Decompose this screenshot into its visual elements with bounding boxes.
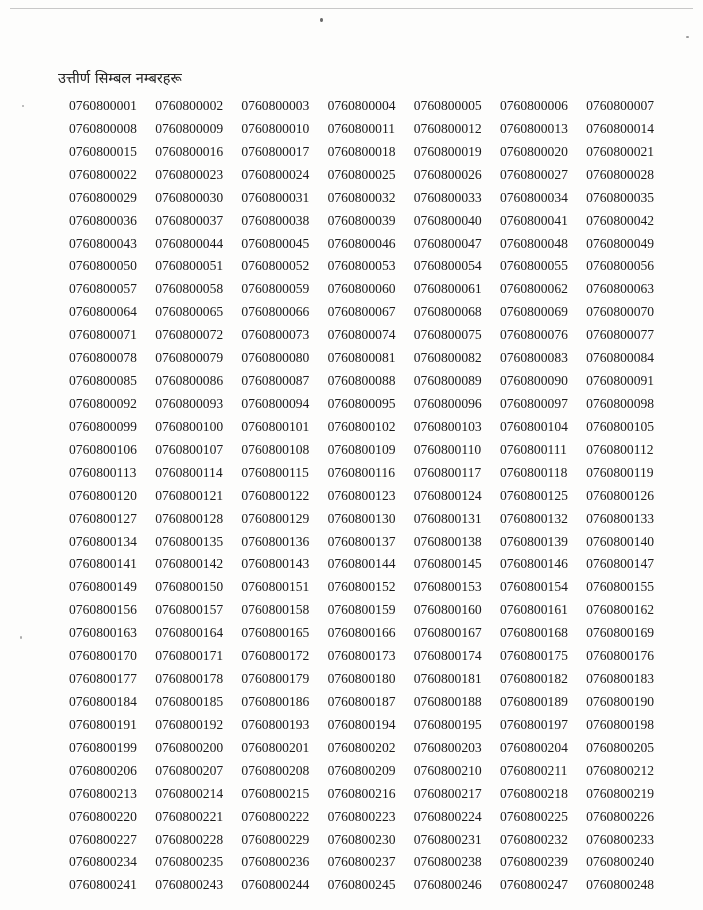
symbol-number-cell: 0760800116 [327, 464, 396, 480]
symbol-number-cell: 0760800092 [69, 395, 137, 411]
symbol-number-cell: 0760800043 [69, 235, 137, 251]
symbol-number-cell: 0760800218 [499, 785, 568, 801]
symbol-number-cell: 0760800169 [586, 625, 655, 641]
symbol-number-cell: 0760800241 [69, 877, 137, 893]
symbol-number-cell: 0760800060 [327, 281, 396, 297]
symbol-number-cell: 0760800188 [413, 693, 482, 709]
symbol-number-cell: 0760800002 [155, 98, 224, 113]
symbol-number-cell: 0760800230 [327, 831, 396, 847]
symbol-number-cell: 0760800050 [69, 258, 137, 274]
symbol-number-cell: 0760800030 [155, 189, 224, 205]
symbol-number-cell: 0760800054 [413, 258, 482, 274]
symbol-number-cell: 0760800177 [69, 671, 137, 687]
symbol-number-cell: 0760800005 [413, 98, 482, 113]
symbol-number-cell: 0760800124 [413, 487, 482, 503]
symbol-number-cell: 0760800152 [327, 579, 396, 595]
symbol-number-cell: 0760800203 [413, 739, 482, 755]
symbol-number-cell: 0760800107 [155, 441, 224, 457]
symbol-number-cell: 0760800204 [499, 739, 568, 755]
symbol-number-cell: 0760800142 [155, 556, 224, 572]
symbol-number-cell: 0760800143 [241, 556, 310, 572]
symbol-number-cell: 0760800040 [413, 212, 482, 228]
symbol-number-cell: 0760800123 [327, 487, 396, 503]
symbol-number-cell: 0760800212 [586, 762, 655, 778]
symbol-number-cell: 0760800173 [327, 648, 396, 664]
symbol-number-cell: 0760800121 [155, 487, 224, 503]
scan-speck [686, 36, 689, 38]
symbol-number-cell: 0760800220 [69, 808, 137, 824]
symbol-number-cell: 0760800154 [499, 579, 568, 595]
symbol-number-cell: 0760800093 [155, 395, 224, 411]
symbol-number-cell: 0760800229 [241, 831, 310, 847]
symbol-number-cell: 0760800065 [155, 304, 224, 320]
symbol-number-cell: 0760800244 [241, 877, 310, 893]
symbol-number-cell: 0760800033 [413, 189, 482, 205]
symbol-number-cell: 0760800227 [69, 831, 137, 847]
symbol-number-cell: 0760800100 [155, 418, 224, 434]
symbol-number-cell: 0760800046 [327, 235, 396, 251]
symbol-number-cell: 0760800075 [413, 327, 482, 343]
symbol-number-cell: 0760800016 [155, 143, 224, 159]
symbol-number-cell: 0760800014 [586, 120, 655, 136]
symbol-number-cell: 0760800156 [69, 602, 137, 618]
symbol-number-cell: 0760800085 [69, 373, 137, 389]
symbol-number-cell: 0760800039 [327, 212, 396, 228]
symbol-number-cell: 0760800149 [69, 579, 137, 595]
symbol-number-cell: 0760800164 [155, 625, 224, 641]
symbol-number-cell: 0760800086 [155, 373, 224, 389]
symbol-number-cell: 0760800118 [499, 464, 568, 480]
symbol-number-cell: 0760800012 [413, 120, 482, 136]
symbol-number-cell: 0760800190 [586, 693, 655, 709]
symbol-number-cell: 0760800035 [586, 189, 655, 205]
symbol-number-cell: 0760800097 [499, 395, 568, 411]
symbol-number-cell: 0760800057 [69, 281, 137, 297]
symbol-number-cell: 0760800004 [327, 98, 396, 113]
symbol-number-cell: 0760800041 [499, 212, 568, 228]
symbol-number-cell: 0760800182 [499, 671, 568, 687]
symbol-number-cell: 0760800163 [69, 625, 137, 641]
symbol-number-cell: 0760800147 [586, 556, 655, 572]
symbol-number-cell: 0760800119 [586, 464, 654, 480]
symbol-number-cell: 0760800239 [499, 854, 568, 870]
symbol-number-cell: 0760800170 [69, 648, 137, 664]
symbol-number-cell: 0760800139 [499, 533, 568, 549]
symbol-number-cell: 0760800023 [155, 166, 224, 182]
symbol-number-cell: 0760800228 [155, 831, 224, 847]
symbol-number-cell: 0760800160 [413, 602, 482, 618]
symbol-number-cell: 0760800131 [413, 510, 482, 526]
symbol-number-cell: 0760800223 [327, 808, 396, 824]
symbol-number-cell: 0760800090 [499, 373, 568, 389]
page-heading: उत्तीर्ण सिम्बल नम्बरहरू [58, 71, 182, 87]
symbol-number-cell: 0760800133 [586, 510, 655, 526]
symbol-number-cell: 0760800031 [241, 189, 310, 205]
symbol-number-cell: 0760800197 [499, 716, 568, 732]
symbol-number-cell: 0760800243 [155, 877, 224, 893]
symbol-number-cell: 0760800198 [586, 716, 655, 732]
symbol-number-cell: 0760800194 [327, 716, 396, 732]
symbol-number-cell: 0760800018 [327, 143, 396, 159]
symbol-number-cell: 0760800224 [413, 808, 482, 824]
symbol-number-cell: 0760800078 [69, 350, 137, 366]
symbol-number-cell: 0760800070 [586, 304, 655, 320]
symbol-number-cell: 0760800210 [413, 762, 482, 778]
symbol-number-cell: 0760800208 [241, 762, 310, 778]
symbol-number-cell: 0760800112 [586, 441, 654, 457]
symbol-number-cell: 0760800106 [69, 441, 137, 457]
symbol-number-cell: 0760800110 [413, 441, 482, 457]
symbol-number-cell: 0760800130 [327, 510, 396, 526]
symbol-number-cell: 0760800202 [327, 739, 396, 755]
symbol-number-cell: 0760800084 [586, 350, 655, 366]
symbol-number-cell: 0760800176 [586, 648, 655, 664]
symbol-number-cell: 0760800247 [499, 877, 568, 893]
symbol-number-cell: 0760800042 [586, 212, 655, 228]
symbol-number-cell: 0760800167 [413, 625, 482, 641]
symbol-number-cell: 0760800221 [155, 808, 224, 824]
symbol-number-cell: 0760800027 [499, 166, 568, 182]
symbol-number-cell: 0760800161 [499, 602, 568, 618]
symbol-number-cell: 0760800068 [413, 304, 482, 320]
symbol-number-cell: 0760800036 [69, 212, 137, 228]
symbol-number-cell: 0760800183 [586, 671, 655, 687]
symbol-number-cell: 0760800034 [499, 189, 568, 205]
symbol-number-cell: 0760800082 [413, 350, 482, 366]
symbol-number-cell: 0760800234 [69, 854, 137, 870]
symbol-number-cell: 0760800052 [241, 258, 310, 274]
symbol-number-cell: 0760800175 [499, 648, 568, 664]
symbol-number-cell: 0760800178 [155, 671, 224, 687]
symbol-number-cell: 0760800222 [241, 808, 310, 824]
symbol-number-cell: 0760800103 [413, 418, 482, 434]
symbol-number-cell: 0760800069 [499, 304, 568, 320]
symbol-number-cell: 0760800032 [327, 189, 396, 205]
symbol-number-cell: 0760800098 [586, 395, 655, 411]
scan-speck [320, 18, 323, 22]
symbol-number-cell: 0760800137 [327, 533, 396, 549]
symbol-number-cell: 0760800135 [155, 533, 224, 549]
symbol-number-cell: 0760800226 [586, 808, 655, 824]
symbol-number-cell: 0760800006 [499, 98, 568, 113]
symbol-number-cell: 0760800211 [499, 762, 568, 778]
symbol-number-cell: 0760800200 [155, 739, 224, 755]
symbol-number-cell: 0760800047 [413, 235, 482, 251]
symbol-number-cell: 0760800114 [155, 464, 223, 480]
symbol-number-cell: 0760800061 [413, 281, 482, 297]
symbol-number-cell: 0760800013 [499, 120, 568, 136]
symbol-number-cell: 0760800231 [413, 831, 482, 847]
symbol-number-cell: 0760800179 [241, 671, 310, 687]
symbol-number-cell: 0760800145 [413, 556, 482, 572]
symbol-number-cell: 0760800225 [499, 808, 568, 824]
symbol-number-cell: 0760800245 [327, 877, 396, 893]
symbol-number-cell: 0760800088 [327, 373, 396, 389]
symbol-number-cell: 0760800113 [69, 464, 137, 480]
symbol-number-cell: 0760800201 [241, 739, 310, 755]
symbol-number-cell: 0760800038 [241, 212, 310, 228]
symbol-number-cell: 0760800029 [69, 189, 137, 205]
symbol-number-cell: 0760800055 [499, 258, 568, 274]
symbol-number-cell: 0760800094 [241, 395, 310, 411]
symbol-number-cell: 0760800162 [586, 602, 655, 618]
symbol-number-cell: 0760800120 [69, 487, 137, 503]
symbol-number-cell: 0760800108 [241, 441, 310, 457]
symbol-number-cell: 0760800083 [499, 350, 568, 366]
symbol-number-cell: 0760800237 [327, 854, 396, 870]
symbol-number-cell: 0760800187 [327, 693, 396, 709]
symbol-number-cell: 0760800138 [413, 533, 482, 549]
symbol-number-cell: 0760800171 [155, 648, 224, 664]
symbol-number-grid [69, 97, 672, 899]
symbol-number-cell: 0760800181 [413, 671, 482, 687]
symbol-number-cell: 0760800132 [499, 510, 568, 526]
symbol-number-cell: 0760800172 [241, 648, 310, 664]
symbol-number-cell: 0760800195 [413, 716, 482, 732]
scan-top-edge [10, 8, 693, 9]
symbol-number-cell: 0760800101 [241, 418, 310, 434]
symbol-number-cell: 0760800028 [586, 166, 655, 182]
symbol-number-cell: 0760800010 [241, 120, 310, 136]
symbol-number-cell: 0760800076 [499, 327, 568, 343]
symbol-number-cell: 0760800105 [586, 418, 655, 434]
symbol-number-cell: 0760800015 [69, 143, 137, 159]
symbol-number-cell: 0760800238 [413, 854, 482, 870]
symbol-number-cell: 0760800150 [155, 579, 224, 595]
symbol-number-cell: 0760800051 [155, 258, 224, 274]
symbol-number-cell: 0760800125 [499, 487, 568, 503]
symbol-number-cell: 0760800219 [586, 785, 655, 801]
symbol-number-cell: 0760800185 [155, 693, 224, 709]
symbol-number-cell: 0760800099 [69, 418, 137, 434]
symbol-number-cell: 0760800026 [413, 166, 482, 182]
symbol-number-cell: 0760800056 [586, 258, 655, 274]
symbol-number-cell: 0760800096 [413, 395, 482, 411]
symbol-number-cell: 0760800126 [586, 487, 655, 503]
symbol-number-cell: 0760800102 [327, 418, 396, 434]
symbol-number-cell: 0760800048 [499, 235, 568, 251]
symbol-number-cell: 0760800199 [69, 739, 137, 755]
symbol-number-cell: 0760800217 [413, 785, 482, 801]
symbol-number-cell: 0760800191 [69, 716, 137, 732]
symbol-number-cell: 0760800166 [327, 625, 396, 641]
symbol-number-cell: 0760800058 [155, 281, 224, 297]
symbol-number-cell: 0760800214 [155, 785, 224, 801]
symbol-number-cell: 0760800104 [499, 418, 568, 434]
symbol-number-cell: 0760800209 [327, 762, 396, 778]
symbol-number-cell: 0760800140 [586, 533, 655, 549]
symbol-number-cell: 0760800072 [155, 327, 224, 343]
symbol-number-cell: 0760800067 [327, 304, 396, 320]
symbol-number-cell: 0760800053 [327, 258, 396, 274]
symbol-number-cell: 0760800157 [155, 602, 224, 618]
symbol-number-cell: 0760800134 [69, 533, 137, 549]
symbol-number-cell: 0760800235 [155, 854, 224, 870]
symbol-number-cell: 0760800216 [327, 785, 396, 801]
symbol-number-cell: 0760800165 [241, 625, 310, 641]
symbol-number-cell: 0760800168 [499, 625, 568, 641]
symbol-number-cell: 0760800117 [413, 464, 482, 480]
symbol-number-cell: 0760800017 [241, 143, 310, 159]
symbol-number-cell: 0760800025 [327, 166, 396, 182]
symbol-number-cell: 0760800205 [586, 739, 655, 755]
symbol-number-cell: 0760800087 [241, 373, 310, 389]
symbol-number-cell: 0760800009 [155, 120, 224, 136]
symbol-number-cell: 0760800155 [586, 579, 655, 595]
symbol-number-cell: 0760800089 [413, 373, 482, 389]
symbol-number-cell: 0760800071 [69, 327, 137, 343]
symbol-number-cell: 0760800192 [155, 716, 224, 732]
symbol-number-cell: 0760800022 [69, 166, 137, 182]
symbol-number-cell: 0760800215 [241, 785, 310, 801]
symbol-number-cell: 0760800236 [241, 854, 310, 870]
symbol-number-cell: 0760800008 [69, 120, 137, 136]
symbol-number-cell: 0760800128 [155, 510, 224, 526]
symbol-number-cell: 0760800184 [69, 693, 137, 709]
symbol-number-cell: 0760800063 [586, 281, 655, 297]
symbol-number-cell: 0760800248 [586, 877, 655, 893]
symbol-number-cell: 0760800240 [586, 854, 655, 870]
symbol-number-cell: 0760800158 [241, 602, 310, 618]
symbol-number-cell: 0760800077 [586, 327, 655, 343]
scan-speck [20, 636, 22, 639]
symbol-number-cell: 0760800044 [155, 235, 224, 251]
symbol-number-cell: 0760800037 [155, 212, 224, 228]
symbol-number-cell: 0760800111 [499, 441, 567, 457]
symbol-number-cell: 0760800011 [327, 120, 396, 136]
symbol-number-cell: 0760800064 [69, 304, 137, 320]
symbol-number-cell: 0760800233 [586, 831, 655, 847]
symbol-number-cell: 0760800003 [241, 98, 310, 113]
symbol-number-cell: 0760800129 [241, 510, 310, 526]
symbol-number-cell: 0760800136 [241, 533, 310, 549]
symbol-number-cell: 0760800073 [241, 327, 310, 343]
symbol-number-cell: 0760800159 [327, 602, 396, 618]
symbol-number-cell: 0760800115 [241, 464, 309, 480]
symbol-number-cell: 0760800049 [586, 235, 655, 251]
symbol-number-cell: 0760800141 [69, 556, 137, 572]
symbol-number-cell: 0760800021 [586, 143, 655, 159]
symbol-number-cell: 0760800019 [413, 143, 482, 159]
symbol-number-cell: 0760800189 [499, 693, 568, 709]
symbol-number-cell: 0760800122 [241, 487, 310, 503]
symbol-number-cell: 0760800151 [241, 579, 310, 595]
symbol-number-cell: 0760800246 [413, 877, 482, 893]
symbol-number-cell: 0760800180 [327, 671, 396, 687]
symbol-number-cell: 0760800074 [327, 327, 396, 343]
symbol-number-cell: 0760800081 [327, 350, 396, 366]
symbol-number-cell: 0760800186 [241, 693, 310, 709]
symbol-number-cell: 0760800007 [586, 98, 655, 113]
symbol-number-cell: 0760800020 [499, 143, 568, 159]
symbol-number-cell: 0760800193 [241, 716, 310, 732]
symbol-number-cell: 0760800079 [155, 350, 224, 366]
symbol-number-cell: 0760800059 [241, 281, 310, 297]
symbol-number-cell: 0760800045 [241, 235, 310, 251]
symbol-number-cell: 0760800174 [413, 648, 482, 664]
symbol-number-cell: 0760800153 [413, 579, 482, 595]
symbol-number-cell: 0760800001 [69, 98, 137, 113]
symbol-number-cell: 0760800232 [499, 831, 568, 847]
symbol-number-cell: 0760800127 [69, 510, 137, 526]
scan-speck [22, 105, 24, 107]
symbol-number-cell: 0760800062 [499, 281, 568, 297]
symbol-number-cell: 0760800206 [69, 762, 137, 778]
symbol-number-cell: 0760800146 [499, 556, 568, 572]
symbol-number-cell: 0760800213 [69, 785, 137, 801]
symbol-number-cell: 0760800144 [327, 556, 396, 572]
symbol-number-cell: 0760800080 [241, 350, 310, 366]
symbol-number-cell: 0760800095 [327, 395, 396, 411]
symbol-number-cell: 0760800109 [327, 441, 396, 457]
symbol-number-cell: 0760800207 [155, 762, 224, 778]
symbol-number-cell: 0760800066 [241, 304, 310, 320]
symbol-number-cell: 0760800024 [241, 166, 310, 182]
symbol-number-cell: 0760800091 [586, 373, 655, 389]
